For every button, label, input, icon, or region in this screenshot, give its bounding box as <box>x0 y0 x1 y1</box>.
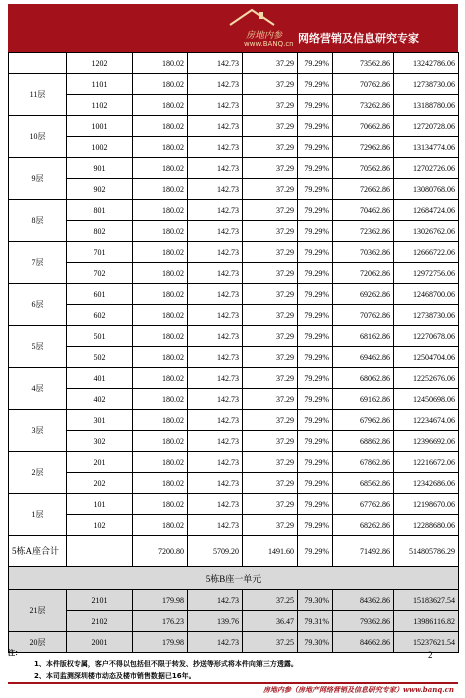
building-area: 180.02 <box>133 473 188 494</box>
total-price: 514805786.29 <box>394 536 459 567</box>
shared-area: 37.29 <box>243 347 298 368</box>
unit-number: 701 <box>67 242 133 263</box>
total-price: 15237621.54 <box>394 632 459 653</box>
note-item-2: 2、本司监测深圳楼市动态及楼市销售数据已16年。 <box>34 672 196 680</box>
unit-price: 68062.86 <box>333 368 394 389</box>
building-area: 180.02 <box>133 515 188 536</box>
floor-label: 20层 <box>9 632 67 653</box>
floor-label: 4层 <box>9 368 67 410</box>
ratio: 79.29% <box>298 158 333 179</box>
ratio: 79.29% <box>298 347 333 368</box>
total-price: 12702726.06 <box>394 158 459 179</box>
unit-price: 70662.86 <box>333 116 394 137</box>
table-row <box>9 473 459 494</box>
table-row <box>9 284 459 305</box>
total-price: 12738730.06 <box>394 74 459 95</box>
total-price: 12504704.06 <box>394 347 459 368</box>
unit-number: 202 <box>67 473 133 494</box>
usable-area: 142.73 <box>188 590 243 611</box>
table-row <box>9 137 459 158</box>
total-price: 12720728.06 <box>394 116 459 137</box>
table-row <box>9 515 459 536</box>
table-row <box>9 53 459 74</box>
unit-price: 70762.86 <box>333 74 394 95</box>
shared-area: 37.29 <box>243 305 298 326</box>
table-row <box>9 431 459 452</box>
table-row <box>9 326 459 347</box>
floor-label: 3层 <box>9 410 67 452</box>
total-price: 12450698.06 <box>394 389 459 410</box>
unit-number: 902 <box>67 179 133 200</box>
building-area: 180.02 <box>133 284 188 305</box>
notes-title: 注： <box>8 649 22 657</box>
unit-number: 2101 <box>67 590 133 611</box>
shared-area: 37.29 <box>243 53 298 74</box>
table-row <box>9 410 459 431</box>
usable-area: 142.73 <box>188 389 243 410</box>
building-area: 180.02 <box>133 263 188 284</box>
page-header-banner <box>8 4 458 52</box>
unit-number: 301 <box>67 410 133 431</box>
building-area: 180.02 <box>133 53 188 74</box>
brand-url: www.BANQ.cn <box>244 40 294 48</box>
shared-area: 37.29 <box>243 263 298 284</box>
unit-price: 84662.86 <box>333 632 394 653</box>
unit-number: 1002 <box>67 137 133 158</box>
usable-area: 142.73 <box>188 158 243 179</box>
unit-number: 1202 <box>67 53 133 74</box>
ratio: 79.29% <box>298 284 333 305</box>
unit-number: 402 <box>67 389 133 410</box>
unit-number: 901 <box>67 158 133 179</box>
usable-area: 142.73 <box>188 515 243 536</box>
usable-area: 142.73 <box>188 431 243 452</box>
floor-label: 2层 <box>9 452 67 494</box>
shared-area: 37.29 <box>243 389 298 410</box>
unit-number: 1102 <box>67 95 133 116</box>
usable-area: 142.73 <box>188 632 243 653</box>
shared-area: 37.29 <box>243 200 298 221</box>
table-row <box>9 611 459 632</box>
floor-label: 11层 <box>9 74 67 116</box>
total-shared-area: 1491.60 <box>243 536 298 567</box>
shared-area: 37.29 <box>243 494 298 515</box>
unit-price: 70562.86 <box>333 158 394 179</box>
usable-area: 142.73 <box>188 410 243 431</box>
total-price: 12216672.06 <box>394 452 459 473</box>
table-row <box>9 452 459 473</box>
footer-text: 房地内参（房地产网络营销及信息研究专家）www.banq.cn <box>262 685 454 694</box>
building-area: 180.02 <box>133 494 188 515</box>
total-row <box>9 536 459 567</box>
building-area: 180.02 <box>133 410 188 431</box>
unit-price: 70362.86 <box>333 242 394 263</box>
usable-area: 142.73 <box>188 452 243 473</box>
price-table <box>8 52 459 653</box>
shared-area: 37.29 <box>243 368 298 389</box>
building-area: 180.02 <box>133 431 188 452</box>
shared-area: 37.29 <box>243 221 298 242</box>
shared-area: 36.47 <box>243 611 298 632</box>
building-a-total <box>9 536 459 590</box>
building-area: 180.02 <box>133 305 188 326</box>
shared-area: 37.29 <box>243 431 298 452</box>
building-area: 176.23 <box>133 611 188 632</box>
header-slogan: 网络营销及信息研究专家 <box>298 32 419 45</box>
total-price: 13026762.06 <box>394 221 459 242</box>
unit-price: 68862.86 <box>333 431 394 452</box>
shared-area: 37.29 <box>243 74 298 95</box>
building-area: 180.02 <box>133 221 188 242</box>
table-row <box>9 305 459 326</box>
ratio: 79.30% <box>298 590 333 611</box>
ratio: 79.31% <box>298 611 333 632</box>
unit-number: 802 <box>67 221 133 242</box>
unit-price: 73262.86 <box>333 95 394 116</box>
building-area: 180.02 <box>133 74 188 95</box>
building-area: 179.98 <box>133 590 188 611</box>
usable-area: 142.73 <box>188 284 243 305</box>
table-row <box>9 200 459 221</box>
unit-price: 79362.86 <box>333 611 394 632</box>
table-row <box>9 221 459 242</box>
floor-label: 8层 <box>9 200 67 242</box>
usable-area: 139.76 <box>188 611 243 632</box>
unit-number: 302 <box>67 431 133 452</box>
usable-area: 142.73 <box>188 200 243 221</box>
table-row <box>9 632 459 653</box>
building-area: 180.02 <box>133 326 188 347</box>
shared-area: 37.29 <box>243 242 298 263</box>
unit-price: 69162.86 <box>333 389 394 410</box>
total-unit-price: 71492.86 <box>333 536 394 567</box>
table-row <box>9 242 459 263</box>
table-row <box>9 179 459 200</box>
usable-area: 142.73 <box>188 137 243 158</box>
ratio: 79.29% <box>298 179 333 200</box>
shared-area: 37.29 <box>243 452 298 473</box>
shared-area: 37.29 <box>243 515 298 536</box>
floor-label: 5层 <box>9 326 67 368</box>
total-ratio: 79.29% <box>298 536 333 567</box>
section-b-title: 5栋B座一单元 <box>9 567 459 590</box>
usable-area: 142.73 <box>188 305 243 326</box>
unit-price: 67962.86 <box>333 410 394 431</box>
total-price: 13986116.82 <box>394 611 459 632</box>
total-price: 12198670.06 <box>394 494 459 515</box>
building-area: 180.02 <box>133 389 188 410</box>
ratio: 79.29% <box>298 263 333 284</box>
building-area: 180.02 <box>133 242 188 263</box>
table-row <box>9 368 459 389</box>
ratio: 79.29% <box>298 389 333 410</box>
table-row <box>9 116 459 137</box>
total-price: 12234674.06 <box>394 410 459 431</box>
shared-area: 37.29 <box>243 410 298 431</box>
unit-price: 73562.86 <box>333 53 394 74</box>
building-area: 180.02 <box>133 347 188 368</box>
building-b-rows <box>9 590 459 653</box>
unit-price: 72362.86 <box>333 221 394 242</box>
unit-price: 72962.86 <box>333 137 394 158</box>
unit-number: 1101 <box>67 74 133 95</box>
ratio: 79.29% <box>298 53 333 74</box>
ratio: 79.29% <box>298 137 333 158</box>
building-a-rows <box>9 53 459 536</box>
building-area: 180.02 <box>133 368 188 389</box>
unit-number: 102 <box>67 515 133 536</box>
total-price: 12468700.06 <box>394 284 459 305</box>
unit-price: 68162.86 <box>333 326 394 347</box>
ratio: 79.29% <box>298 473 333 494</box>
unit-price: 72662.86 <box>333 179 394 200</box>
total-usable-area: 5709.20 <box>188 536 243 567</box>
unit-price: 68562.86 <box>333 473 394 494</box>
building-area: 180.02 <box>133 200 188 221</box>
ratio: 79.29% <box>298 95 333 116</box>
shared-area: 37.29 <box>243 158 298 179</box>
page-number: 2 <box>428 650 433 660</box>
ratio: 79.29% <box>298 515 333 536</box>
building-area: 180.02 <box>133 116 188 137</box>
unit-number: 401 <box>67 368 133 389</box>
ratio: 79.29% <box>298 368 333 389</box>
shared-area: 37.29 <box>243 473 298 494</box>
table-row <box>9 158 459 179</box>
floor-label: 21层 <box>9 590 67 632</box>
total-price: 13080768.06 <box>394 179 459 200</box>
total-price: 12972756.06 <box>394 263 459 284</box>
floor-label: 6层 <box>9 284 67 326</box>
unit-number: 502 <box>67 347 133 368</box>
unit-price: 67762.86 <box>333 494 394 515</box>
floor-label: 1层 <box>9 494 67 536</box>
unit-price: 67862.86 <box>333 452 394 473</box>
total-price: 13134774.06 <box>394 137 459 158</box>
unit-number: 602 <box>67 305 133 326</box>
table-row <box>9 590 459 611</box>
total-price: 12738730.06 <box>394 305 459 326</box>
unit-number: 601 <box>67 284 133 305</box>
unit-price: 70462.86 <box>333 200 394 221</box>
section-b-header-row <box>9 567 459 590</box>
total-price: 12288680.06 <box>394 515 459 536</box>
unit-number: 501 <box>67 326 133 347</box>
unit-price: 84362.86 <box>333 590 394 611</box>
total-label: 5栋A座合计 <box>9 536 67 567</box>
total-price: 13242786.06 <box>394 53 459 74</box>
ratio: 79.29% <box>298 242 333 263</box>
table-row <box>9 347 459 368</box>
unit-price: 68262.86 <box>333 515 394 536</box>
unit-number: 201 <box>67 452 133 473</box>
usable-area: 142.73 <box>188 221 243 242</box>
total-price: 12270678.06 <box>394 326 459 347</box>
usable-area: 142.73 <box>188 242 243 263</box>
table-row <box>9 494 459 515</box>
ratio: 79.29% <box>298 452 333 473</box>
shared-area: 37.29 <box>243 116 298 137</box>
page-footer <box>8 682 458 697</box>
unit-number: 2102 <box>67 611 133 632</box>
total-price: 15183627.54 <box>394 590 459 611</box>
shared-area: 37.29 <box>243 284 298 305</box>
total-price: 12684724.06 <box>394 200 459 221</box>
shared-area: 37.25 <box>243 632 298 653</box>
note-item-1: 1、本件版权专属，客户不得以包括但不限于转发、抄送等形式将本件向第三方透露。 <box>34 660 298 668</box>
usable-area: 142.73 <box>188 368 243 389</box>
usable-area: 142.73 <box>188 74 243 95</box>
usable-area: 142.73 <box>188 494 243 515</box>
usable-area: 142.73 <box>188 473 243 494</box>
brand-name: 房地内参 <box>246 31 283 41</box>
total-price: 12342686.06 <box>394 473 459 494</box>
usable-area: 142.73 <box>188 326 243 347</box>
usable-area: 142.73 <box>188 53 243 74</box>
usable-area: 142.73 <box>188 263 243 284</box>
floor-label: 9层 <box>9 158 67 200</box>
unit-number: 801 <box>67 200 133 221</box>
floor-label: 10层 <box>9 116 67 158</box>
shared-area: 37.29 <box>243 326 298 347</box>
table-row <box>9 263 459 284</box>
shared-area: 37.29 <box>243 137 298 158</box>
unit-price: 69262.86 <box>333 284 394 305</box>
ratio: 79.29% <box>298 494 333 515</box>
unit-price: 70762.86 <box>333 305 394 326</box>
ratio: 79.29% <box>298 410 333 431</box>
usable-area: 142.73 <box>188 116 243 137</box>
unit-price: 72062.86 <box>333 263 394 284</box>
building-area: 180.02 <box>133 137 188 158</box>
usable-area: 142.73 <box>188 179 243 200</box>
usable-area: 142.73 <box>188 95 243 116</box>
building-area: 180.02 <box>133 179 188 200</box>
table-row <box>9 95 459 116</box>
usable-area: 142.73 <box>188 347 243 368</box>
building-area: 180.02 <box>133 95 188 116</box>
ratio: 79.29% <box>298 305 333 326</box>
unit-number: 702 <box>67 263 133 284</box>
ratio: 79.30% <box>298 632 333 653</box>
floor-label: 7层 <box>9 242 67 284</box>
table-row <box>9 389 459 410</box>
ratio: 79.29% <box>298 200 333 221</box>
building-area: 179.98 <box>133 632 188 653</box>
unit-number: 2001 <box>67 632 133 653</box>
building-area: 180.02 <box>133 452 188 473</box>
total-price: 12396692.06 <box>394 431 459 452</box>
unit-number: 1001 <box>67 116 133 137</box>
building-area: 180.02 <box>133 158 188 179</box>
total-price: 12666722.06 <box>394 242 459 263</box>
unit-number: 101 <box>67 494 133 515</box>
shared-area: 37.25 <box>243 590 298 611</box>
total-building-area: 7200.80 <box>133 536 188 567</box>
table-row <box>9 74 459 95</box>
ratio: 79.29% <box>298 221 333 242</box>
total-price: 12252676.06 <box>394 368 459 389</box>
unit-price: 69462.86 <box>333 347 394 368</box>
total-unit-cell <box>67 536 133 567</box>
ratio: 79.29% <box>298 116 333 137</box>
shared-area: 37.29 <box>243 95 298 116</box>
ratio: 79.29% <box>298 326 333 347</box>
shared-area: 37.29 <box>243 179 298 200</box>
floor-label <box>9 53 67 74</box>
total-price: 13188780.06 <box>394 95 459 116</box>
ratio: 79.29% <box>298 74 333 95</box>
ratio: 79.29% <box>298 431 333 452</box>
